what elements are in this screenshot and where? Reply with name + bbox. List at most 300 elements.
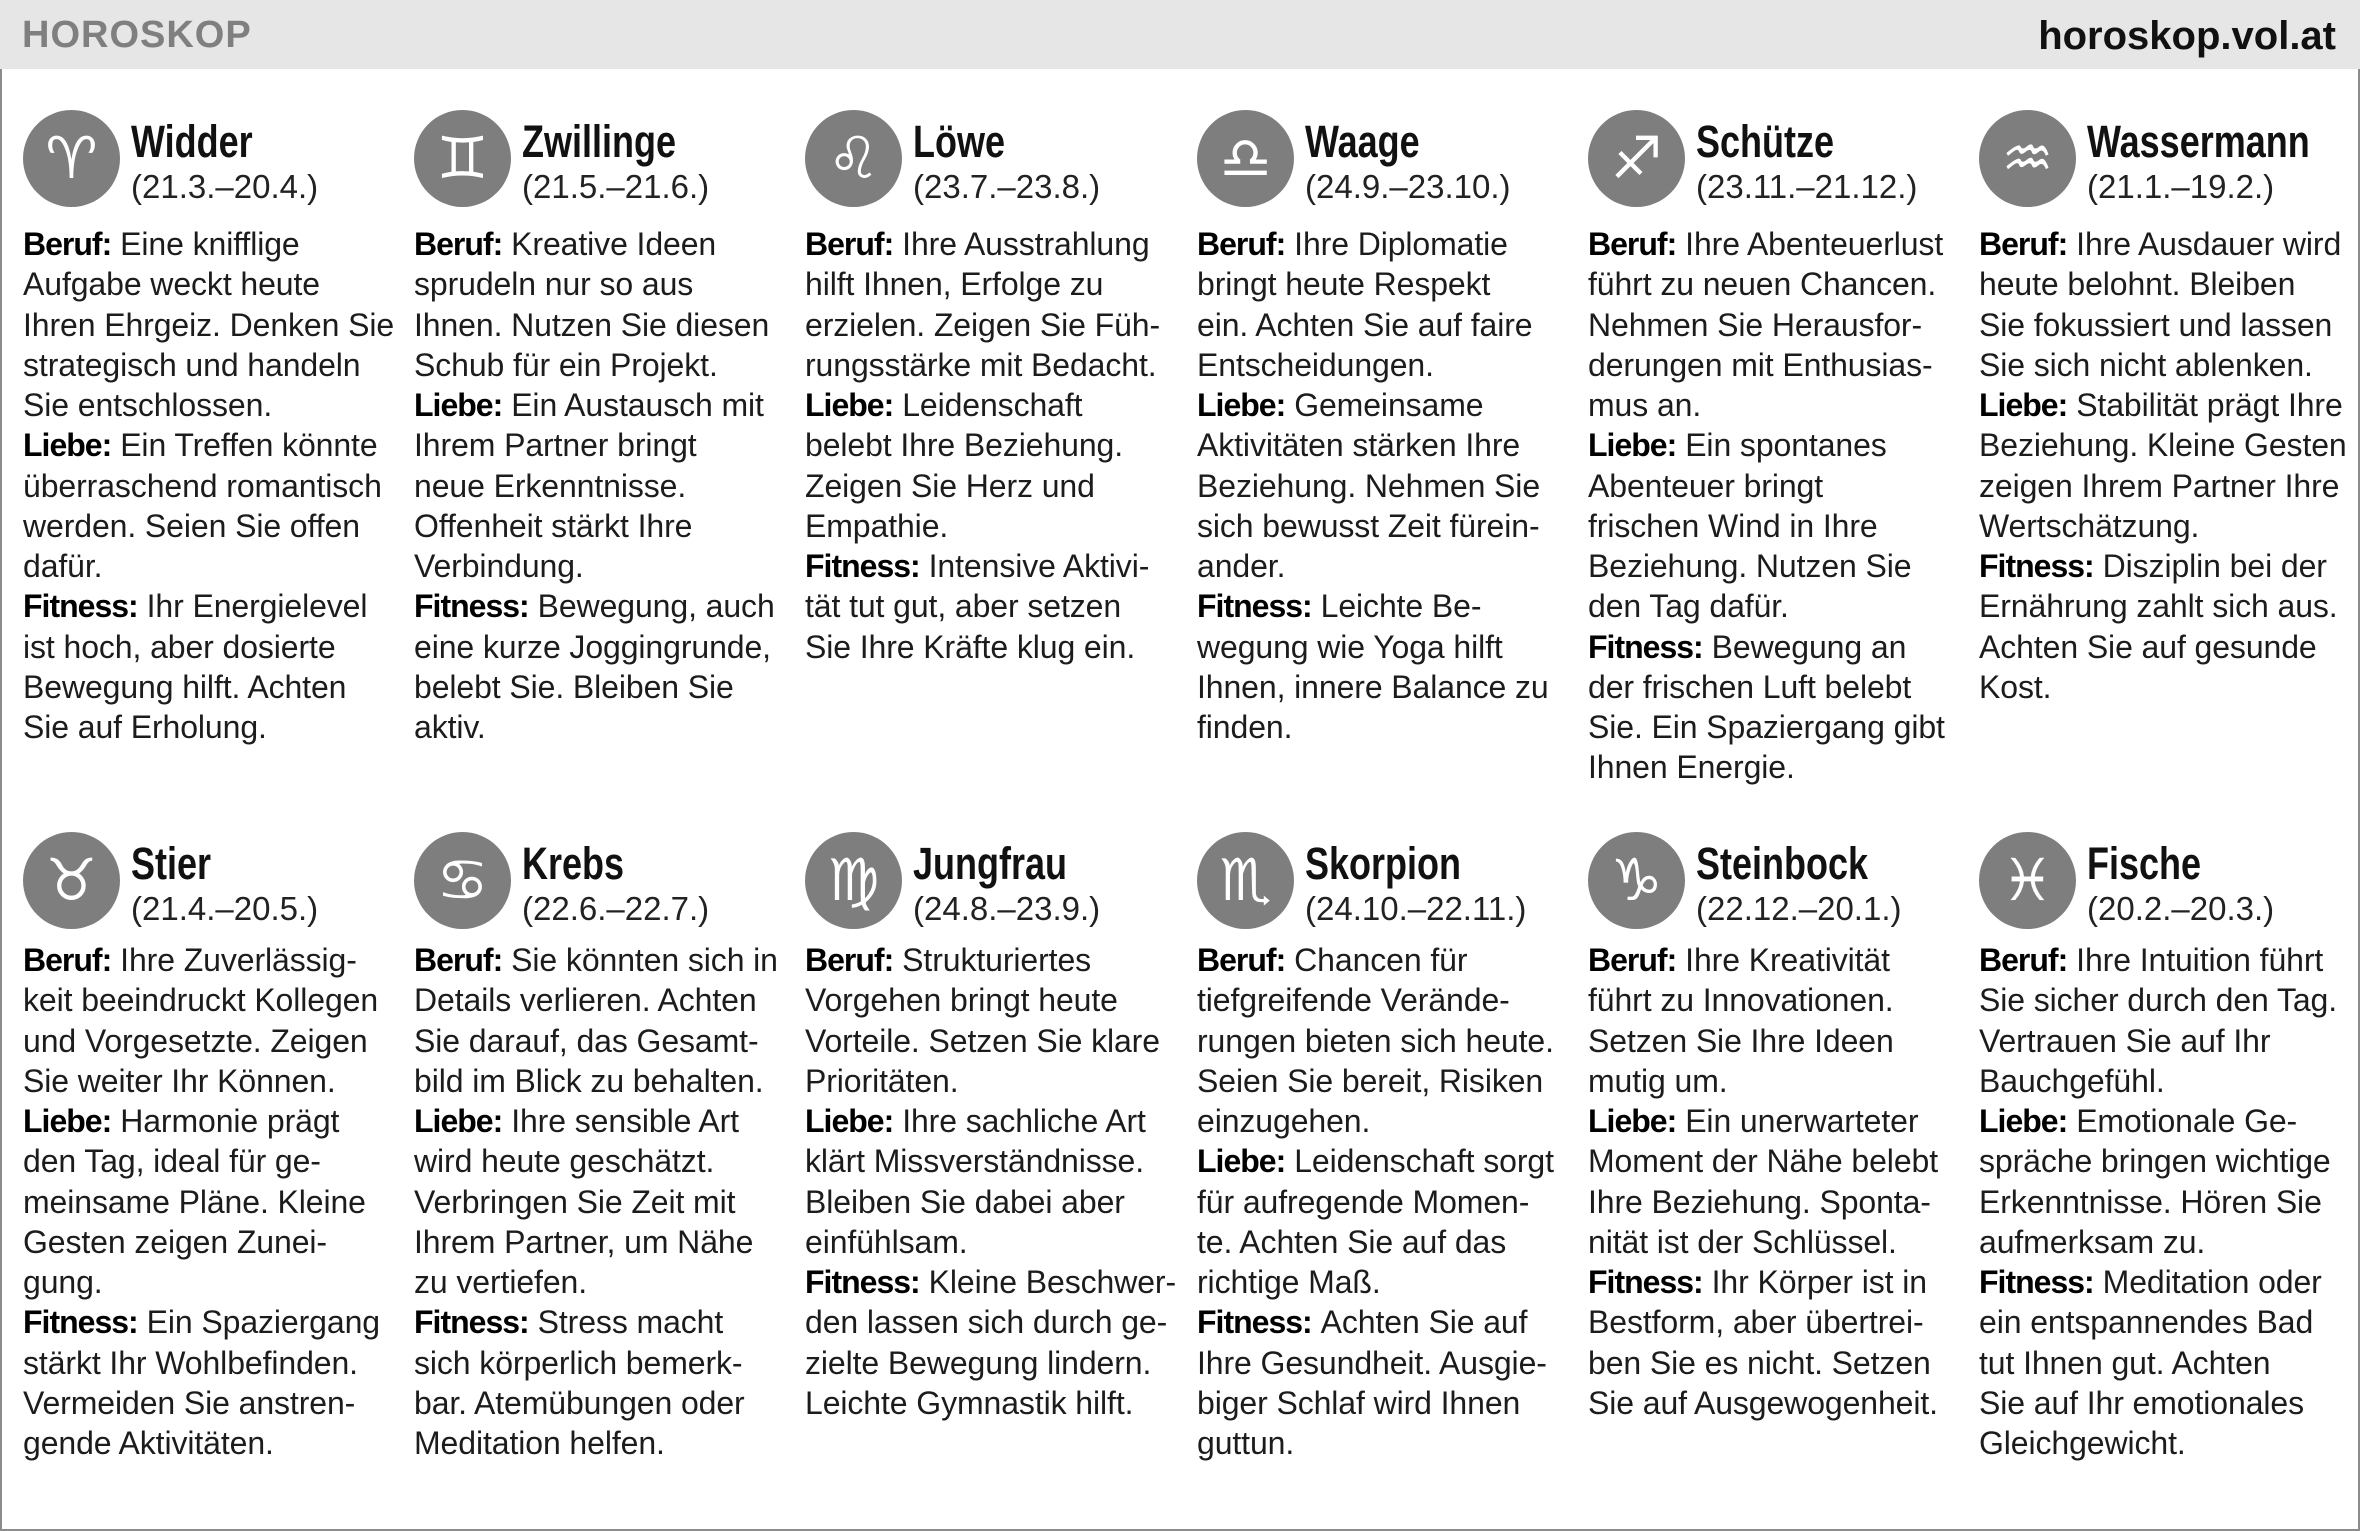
forecast-section-beruf bbox=[1197, 940, 1572, 1141]
text-line: Offenheit stärkt Ihre bbox=[414, 507, 693, 544]
text-line: der frischen Luft belebt bbox=[1588, 668, 1912, 705]
text-line: Setzen Sie Ihre Ideen bbox=[1588, 1022, 1894, 1059]
section-text: Ihre Abenteuerlust bbox=[1685, 226, 1944, 262]
text-line: werden. Seien Sie offen bbox=[23, 507, 360, 544]
header-bar bbox=[0, 0, 2360, 69]
text-line: Empathie. bbox=[805, 507, 949, 544]
forecast-section-beruf bbox=[23, 224, 398, 425]
text-line bbox=[805, 546, 1180, 586]
section-text: Gemeinsame bbox=[1294, 387, 1484, 423]
sign-name: Wassermann bbox=[2087, 116, 2310, 167]
text-line bbox=[1588, 224, 1963, 264]
text-line: Abenteuer bringt bbox=[1588, 467, 1824, 504]
section-text: Ein Austausch mit bbox=[511, 387, 764, 423]
scorpion-icon: ♏︎ bbox=[1197, 832, 1294, 929]
text-line: und Vorgesetzte. Zeigen bbox=[23, 1022, 368, 1059]
forecast-section-liebe bbox=[1197, 385, 1572, 586]
text-line: zielte Bewegung lindern. bbox=[805, 1344, 1152, 1381]
sign-name: Schütze bbox=[1696, 116, 1835, 167]
section-label: Liebe: bbox=[805, 1103, 894, 1139]
text-line bbox=[414, 385, 789, 425]
forecast-text bbox=[1588, 224, 1963, 788]
text-line: keit beeindruckt Kollegen bbox=[23, 982, 379, 1019]
forecast-section-liebe bbox=[1588, 1101, 1963, 1262]
section-text: Ihre sensible Art bbox=[511, 1103, 739, 1139]
text-line: rungsstärke mit Bedacht. bbox=[805, 346, 1157, 383]
site-url: horoskop.vol.at bbox=[2038, 14, 2336, 58]
forecast-section-beruf bbox=[1588, 940, 1963, 1101]
text-line: Sie auf Ausgewogenheit. bbox=[1588, 1384, 1938, 1421]
text-line bbox=[1197, 1302, 1572, 1342]
sign-dates: (21.1.–19.2.) bbox=[2087, 168, 2275, 205]
text-line: Ihnen Energie. bbox=[1588, 749, 1795, 786]
sign-name: Skorpion bbox=[1305, 838, 1462, 889]
text-line bbox=[1197, 224, 1572, 264]
section-label: Fitness: bbox=[1979, 1264, 2094, 1300]
text-line: überraschend romantisch bbox=[23, 467, 382, 504]
text-line: Prioritäten. bbox=[805, 1062, 959, 1099]
text-line: meinsame Pläne. Kleine bbox=[23, 1183, 366, 1220]
section-label: Liebe: bbox=[23, 427, 112, 464]
text-line bbox=[23, 425, 398, 465]
forecast-section-liebe bbox=[1197, 1141, 1572, 1302]
forecast-section-beruf bbox=[1979, 940, 2354, 1101]
text-line: Ihnen. Nutzen Sie diesen bbox=[414, 306, 770, 343]
sign-card-stier bbox=[23, 832, 398, 1472]
section-label: Liebe: bbox=[1588, 427, 1677, 464]
text-line: spräche bringen wichtige bbox=[1979, 1143, 2331, 1180]
text-line bbox=[414, 224, 789, 264]
sign-card-fische bbox=[1979, 832, 2354, 1472]
section-label: Liebe: bbox=[414, 387, 503, 423]
forecast-section-fitness bbox=[1588, 1262, 1963, 1423]
text-line: Zeigen Sie Herz und bbox=[805, 467, 1095, 504]
text-line: gende Aktivitäten. bbox=[23, 1425, 274, 1461]
forecast-text bbox=[414, 940, 789, 1463]
text-line: derungen mit Enthusias- bbox=[1588, 346, 1933, 383]
forecast-section-fitness bbox=[414, 1302, 789, 1463]
text-line: strategisch und handeln bbox=[23, 346, 361, 383]
section-label: Liebe: bbox=[1979, 387, 2068, 423]
section-text: Leichte Be- bbox=[1320, 588, 1482, 625]
water-bearer-icon: ♒︎ bbox=[1979, 110, 2076, 207]
forecast-text bbox=[1197, 224, 1572, 747]
forecast-section-beruf bbox=[805, 940, 1180, 1101]
forecast-section-liebe bbox=[414, 1101, 789, 1302]
text-line: klärt Missverständnisse. bbox=[805, 1143, 1145, 1180]
text-line: Sie sicher durch den Tag. bbox=[1979, 982, 2338, 1019]
text-line bbox=[23, 586, 398, 626]
section-label: Fitness: bbox=[1979, 548, 2094, 584]
section-label: Fitness: bbox=[805, 548, 920, 584]
text-line: Aktivitäten stärken Ihre bbox=[1197, 427, 1521, 464]
section-label: Liebe: bbox=[1588, 1103, 1677, 1139]
text-line: zu vertiefen. bbox=[414, 1264, 588, 1300]
section-text: Ihre Kreativität bbox=[1685, 942, 1890, 978]
horoscope-grid bbox=[0, 69, 2360, 1531]
forecast-section-liebe bbox=[23, 1101, 398, 1302]
text-line: stärkt Ihr Wohlbefinden. bbox=[23, 1344, 358, 1381]
text-line: Sie auf Erholung. bbox=[23, 709, 267, 745]
text-line: Ernährung zahlt sich aus. bbox=[1979, 588, 2338, 625]
text-line: belebt Ihre Beziehung. bbox=[805, 427, 1124, 464]
forecast-section-fitness bbox=[805, 1262, 1180, 1423]
sign-name: Widder bbox=[131, 116, 253, 167]
text-line: Achten Sie auf gesunde bbox=[1979, 628, 2317, 665]
section-label: Beruf: bbox=[1197, 942, 1286, 978]
text-line: Vermeiden Sie anstren- bbox=[23, 1384, 356, 1421]
twins-icon: ♊︎ bbox=[414, 110, 511, 207]
section-label: Fitness: bbox=[1588, 1264, 1703, 1300]
forecast-section-liebe bbox=[1979, 385, 2354, 546]
text-line: Ihre Beziehung. Sponta- bbox=[1588, 1183, 1931, 1220]
text-line: Sie auf Ihr emotionales bbox=[1979, 1384, 2304, 1421]
section-label: Beruf: bbox=[1588, 226, 1677, 262]
section-text: Bewegung an bbox=[1711, 628, 1907, 665]
text-line: führt zu neuen Chancen. bbox=[1588, 266, 1937, 303]
text-line: tut Ihnen gut. Achten bbox=[1979, 1344, 2271, 1381]
text-line: richtige Maß. bbox=[1197, 1264, 1381, 1300]
sign-card-wassermann bbox=[1979, 110, 2354, 790]
text-line: Details verlieren. Achten bbox=[414, 982, 757, 1019]
sign-name: Steinbock bbox=[1696, 838, 1869, 889]
section-text: Stabilität prägt Ihre bbox=[2076, 387, 2343, 423]
section-text: Intensive Aktivi- bbox=[928, 548, 1150, 584]
text-line: für aufregende Momen- bbox=[1197, 1183, 1530, 1220]
scales-icon: ♎︎ bbox=[1197, 110, 1294, 207]
text-line bbox=[1588, 940, 1963, 980]
forecast-section-fitness bbox=[414, 586, 789, 747]
sign-dates: (24.8.–23.9.) bbox=[913, 890, 1101, 927]
text-line: Verbindung. bbox=[414, 548, 584, 584]
section-text: Ein unerwarteter bbox=[1685, 1103, 1919, 1139]
text-line: aufmerksam zu. bbox=[1979, 1223, 2206, 1260]
archer-icon: ♐︎ bbox=[1588, 110, 1685, 207]
forecast-text bbox=[23, 224, 398, 747]
text-line: finden. bbox=[1197, 709, 1293, 745]
section-text: Strukturiertes bbox=[902, 942, 1092, 978]
text-line: Beziehung. Nehmen Sie bbox=[1197, 467, 1541, 504]
sign-name: Waage bbox=[1305, 116, 1420, 167]
text-line: te. Achten Sie auf das bbox=[1197, 1223, 1507, 1260]
forecast-section-fitness bbox=[1979, 1262, 2354, 1463]
text-line bbox=[1197, 940, 1572, 980]
forecast-section-liebe bbox=[414, 385, 789, 586]
sign-dates: (20.2.–20.3.) bbox=[2087, 890, 2275, 927]
sign-dates: (21.4.–20.5.) bbox=[131, 890, 319, 927]
text-line bbox=[1979, 1101, 2354, 1141]
section-label: Fitness: bbox=[805, 1264, 920, 1300]
section-text: Ihr Körper ist in bbox=[1711, 1264, 1927, 1300]
text-line: Ihren Ehrgeiz. Denken Sie bbox=[23, 306, 395, 343]
forecast-section-beruf bbox=[1197, 224, 1572, 385]
section-label: Beruf: bbox=[23, 226, 112, 262]
text-line: Bauchgefühl. bbox=[1979, 1062, 2165, 1099]
text-line bbox=[414, 586, 789, 626]
section-label: Liebe: bbox=[1197, 1143, 1286, 1180]
virgin-icon: ♍︎ bbox=[805, 832, 902, 929]
section-text: Eine knifflige bbox=[120, 226, 300, 262]
sign-dates: (21.5.–21.6.) bbox=[522, 168, 710, 205]
text-line: sprudeln nur so aus bbox=[414, 266, 694, 303]
text-line bbox=[805, 940, 1180, 980]
text-line: Aufgabe weckt heute bbox=[23, 266, 320, 303]
text-line: Schub für ein Projekt. bbox=[414, 346, 718, 383]
text-line: Beziehung. Nutzen Sie bbox=[1588, 548, 1912, 584]
sign-dates: (23.11.–21.12.) bbox=[1696, 168, 1918, 205]
forecast-text bbox=[1197, 940, 1572, 1463]
text-line: Gleichgewicht. bbox=[1979, 1425, 2186, 1461]
section-text: Ihre Zuverlässig- bbox=[120, 942, 357, 978]
forecast-section-beruf bbox=[1979, 224, 2354, 385]
forecast-section-fitness bbox=[805, 546, 1180, 667]
sign-name: Fische bbox=[2087, 838, 2202, 889]
text-line: Ihre Gesundheit. Ausgie- bbox=[1197, 1344, 1547, 1381]
text-line bbox=[414, 1101, 789, 1141]
text-line: wegung wie Yoga hilft bbox=[1197, 628, 1503, 665]
text-line: Kost. bbox=[1979, 668, 2052, 705]
sign-dates: (24.9.–23.10.) bbox=[1305, 168, 1511, 205]
text-line: aktiv. bbox=[414, 709, 486, 745]
sign-card-loewe bbox=[805, 110, 1180, 790]
ram-icon: ♈︎ bbox=[23, 110, 120, 207]
text-line: Meditation helfen. bbox=[414, 1425, 665, 1461]
text-line: Sie weiter Ihr Können. bbox=[23, 1062, 336, 1099]
section-label: Beruf: bbox=[1588, 942, 1677, 978]
forecast-section-beruf bbox=[805, 224, 1180, 385]
text-line: Bleiben Sie dabei aber bbox=[805, 1183, 1125, 1220]
text-line bbox=[23, 940, 398, 980]
forecast-section-liebe bbox=[805, 385, 1180, 546]
section-text: Ihre Ausdauer wird bbox=[2076, 226, 2342, 262]
text-line: Wertschätzung. bbox=[1979, 507, 2200, 544]
text-line: Ihnen, innere Balance zu bbox=[1197, 668, 1549, 705]
text-line: tiefgreifende Verände- bbox=[1197, 982, 1510, 1019]
text-line bbox=[1197, 1141, 1572, 1181]
section-text: Meditation oder bbox=[2102, 1264, 2322, 1300]
sign-dates: (23.7.–23.8.) bbox=[913, 168, 1101, 205]
section-label: Fitness: bbox=[23, 588, 138, 625]
section-label: Beruf: bbox=[414, 226, 503, 262]
section-text: Bewegung, auch bbox=[537, 588, 775, 625]
forecast-text bbox=[805, 940, 1180, 1423]
text-line: bild im Blick zu behalten. bbox=[414, 1062, 764, 1099]
bull-icon: ♉︎ bbox=[23, 832, 120, 929]
text-line: dafür. bbox=[23, 548, 103, 584]
text-line bbox=[414, 940, 789, 980]
text-line: Ihrem Partner bringt bbox=[414, 427, 697, 464]
forecast-section-liebe bbox=[23, 425, 398, 586]
sign-card-skorpion bbox=[1197, 832, 1572, 1472]
section-label: Beruf: bbox=[805, 226, 894, 262]
sign-name: Stier bbox=[131, 838, 212, 889]
text-line bbox=[23, 1101, 398, 1141]
text-line: Beziehung. Kleine Gesten bbox=[1979, 427, 2347, 464]
text-line bbox=[1979, 385, 2354, 425]
text-line: heute belohnt. Bleiben bbox=[1979, 266, 2296, 303]
section-text: Stress macht bbox=[537, 1304, 724, 1341]
text-line: Sie Ihre Kräfte klug ein. bbox=[805, 628, 1136, 665]
text-line: ander. bbox=[1197, 548, 1286, 584]
section-text: Kreative Ideen bbox=[511, 226, 717, 262]
section-text: Leidenschaft bbox=[902, 387, 1083, 423]
forecast-section-fitness bbox=[1588, 627, 1963, 788]
sign-card-zwillinge bbox=[414, 110, 789, 790]
text-line: Verbringen Sie Zeit mit bbox=[414, 1183, 736, 1220]
text-line: belebt Sie. Bleiben Sie bbox=[414, 668, 734, 705]
section-label: Fitness: bbox=[414, 1304, 529, 1341]
text-line: tät tut gut, aber setzen bbox=[805, 588, 1122, 625]
forecast-section-fitness bbox=[23, 1302, 398, 1463]
text-line: mutig um. bbox=[1588, 1062, 1728, 1099]
sign-name: Jungfrau bbox=[913, 838, 1068, 889]
section-text: Ein spontanes bbox=[1685, 427, 1887, 464]
text-line bbox=[1588, 627, 1963, 667]
text-line: den Tag, ideal für ge- bbox=[23, 1143, 321, 1180]
forecast-text bbox=[1979, 940, 2354, 1463]
forecast-text bbox=[1979, 224, 2354, 707]
text-line: einfühlsam. bbox=[805, 1223, 968, 1260]
section-text: Harmonie prägt bbox=[120, 1103, 340, 1139]
forecast-text bbox=[414, 224, 789, 747]
lion-icon: ♌︎ bbox=[805, 110, 902, 207]
text-line: ist hoch, aber dosierte bbox=[23, 628, 336, 665]
section-label: Fitness: bbox=[1197, 1304, 1312, 1341]
text-line: rungen bieten sich heute. bbox=[1197, 1022, 1554, 1059]
section-text: Ein Spaziergang bbox=[146, 1304, 380, 1341]
sign-card-jungfrau bbox=[805, 832, 1180, 1472]
text-line: Sie fokussiert und lassen bbox=[1979, 306, 2333, 343]
section-label: Beruf: bbox=[23, 942, 112, 978]
forecast-section-liebe bbox=[1588, 425, 1963, 626]
section-text: Ihre Ausstrahlung bbox=[902, 226, 1150, 262]
text-line: den Tag dafür. bbox=[1588, 588, 1789, 625]
text-line: wird heute geschätzt. bbox=[414, 1143, 715, 1180]
text-line bbox=[1979, 940, 2354, 980]
text-line: Sie entschlossen. bbox=[23, 387, 273, 423]
sign-card-steinbock bbox=[1588, 832, 1963, 1472]
sign-name: Krebs bbox=[522, 838, 625, 889]
text-line: sich körperlich bemerk- bbox=[414, 1344, 743, 1381]
text-line bbox=[1197, 586, 1572, 626]
text-line: Seien Sie bereit, Risiken bbox=[1197, 1062, 1544, 1099]
text-line bbox=[805, 385, 1180, 425]
sign-card-widder bbox=[23, 110, 398, 790]
section-label: Liebe: bbox=[414, 1103, 503, 1139]
text-line bbox=[1979, 224, 2354, 264]
section-title: HOROSKOP bbox=[22, 14, 252, 56]
text-line: ein entspannendes Bad bbox=[1979, 1304, 2314, 1341]
section-label: Beruf: bbox=[805, 942, 894, 978]
section-label: Beruf: bbox=[1979, 226, 2068, 262]
section-text: Ihre sachliche Art bbox=[902, 1103, 1146, 1139]
text-line: führt zu Innovationen. bbox=[1588, 982, 1894, 1019]
section-label: Liebe: bbox=[805, 387, 894, 423]
forecast-section-fitness bbox=[1197, 1302, 1572, 1463]
forecast-section-fitness bbox=[1979, 546, 2354, 707]
section-label: Beruf: bbox=[1979, 942, 2068, 978]
section-label: Beruf: bbox=[414, 942, 503, 978]
text-line: eine kurze Joggingrunde, bbox=[414, 628, 771, 665]
text-line bbox=[23, 224, 398, 264]
text-line: biger Schlaf wird Ihnen bbox=[1197, 1384, 1521, 1421]
forecast-text bbox=[23, 940, 398, 1463]
forecast-section-liebe bbox=[1979, 1101, 2354, 1262]
section-label: Liebe: bbox=[1197, 387, 1286, 423]
section-label: Fitness: bbox=[414, 588, 529, 625]
text-line: mus an. bbox=[1588, 387, 1702, 423]
sign-dates: (22.6.–22.7.) bbox=[522, 890, 710, 927]
text-line: ein. Achten Sie auf faire bbox=[1197, 306, 1533, 343]
text-line: Nehmen Sie Herausfor- bbox=[1588, 306, 1923, 343]
forecast-text bbox=[805, 224, 1180, 667]
forecast-section-beruf bbox=[414, 940, 789, 1101]
text-line: Sie. Ein Spaziergang gibt bbox=[1588, 709, 1945, 745]
section-text: Leidenschaft sorgt bbox=[1294, 1143, 1554, 1180]
forecast-section-fitness bbox=[23, 586, 398, 747]
text-line: Vertrauen Sie auf Ihr bbox=[1979, 1022, 2271, 1059]
text-line bbox=[414, 1302, 789, 1342]
text-line: Sie darauf, das Gesamt- bbox=[414, 1022, 759, 1059]
text-line: Vorteile. Setzen Sie klare bbox=[805, 1022, 1160, 1059]
text-line bbox=[1588, 1262, 1963, 1302]
text-line: ben Sie es nicht. Setzen bbox=[1588, 1344, 1931, 1381]
sign-card-krebs bbox=[414, 832, 789, 1472]
section-text: Chancen für bbox=[1294, 942, 1468, 978]
section-text: Achten Sie auf bbox=[1320, 1304, 1528, 1341]
text-line bbox=[1979, 546, 2354, 586]
text-line bbox=[23, 1302, 398, 1342]
text-line: Entscheidungen. bbox=[1197, 346, 1434, 383]
text-line bbox=[805, 1262, 1180, 1302]
text-line: hilft Ihnen, Erfolge zu bbox=[805, 266, 1104, 303]
section-text: Emotionale Ge- bbox=[2076, 1103, 2298, 1139]
forecast-section-beruf bbox=[1588, 224, 1963, 425]
sign-dates: (24.10.–22.11.) bbox=[1305, 890, 1527, 927]
forecast-section-liebe bbox=[805, 1101, 1180, 1262]
text-line: den lassen sich durch ge- bbox=[805, 1304, 1168, 1341]
text-line: gung. bbox=[23, 1264, 103, 1300]
text-line: Erkenntnisse. Hören Sie bbox=[1979, 1183, 2322, 1220]
text-line bbox=[1588, 1101, 1963, 1141]
text-line: Bewegung hilft. Achten bbox=[23, 668, 347, 705]
text-line: frischen Wind in Ihre bbox=[1588, 507, 1878, 544]
section-label: Liebe: bbox=[23, 1103, 112, 1139]
section-text: Kleine Beschwer- bbox=[928, 1264, 1177, 1300]
fish-icon: ♓︎ bbox=[1979, 832, 2076, 929]
text-line: neue Erkenntnisse. bbox=[414, 467, 687, 504]
text-line: Gesten zeigen Zunei- bbox=[23, 1223, 327, 1260]
text-line: sich bewusst Zeit fürein- bbox=[1197, 507, 1540, 544]
forecast-section-beruf bbox=[23, 940, 398, 1101]
forecast-section-beruf bbox=[414, 224, 789, 385]
text-line: guttun. bbox=[1197, 1425, 1295, 1461]
section-text: Disziplin bei der bbox=[2102, 548, 2327, 584]
crab-icon: ♋︎ bbox=[414, 832, 511, 929]
text-line: erzielen. Zeigen Sie Füh- bbox=[805, 306, 1161, 343]
text-line: Sie sich nicht ablenken. bbox=[1979, 346, 2313, 383]
sign-dates: (22.12.–20.1.) bbox=[1696, 890, 1902, 927]
text-line: Bestform, aber übertrei- bbox=[1588, 1304, 1924, 1341]
section-text: Ein Treffen könnte bbox=[120, 427, 378, 464]
sign-dates: (21.3.–20.4.) bbox=[131, 168, 319, 205]
sign-name: Zwillinge bbox=[522, 116, 677, 167]
section-text: Ihre Diplomatie bbox=[1294, 226, 1508, 262]
text-line bbox=[1979, 1262, 2354, 1302]
text-line: Ihrem Partner, um Nähe bbox=[414, 1223, 754, 1260]
sign-card-waage bbox=[1197, 110, 1572, 790]
section-label: Fitness: bbox=[1588, 628, 1703, 665]
